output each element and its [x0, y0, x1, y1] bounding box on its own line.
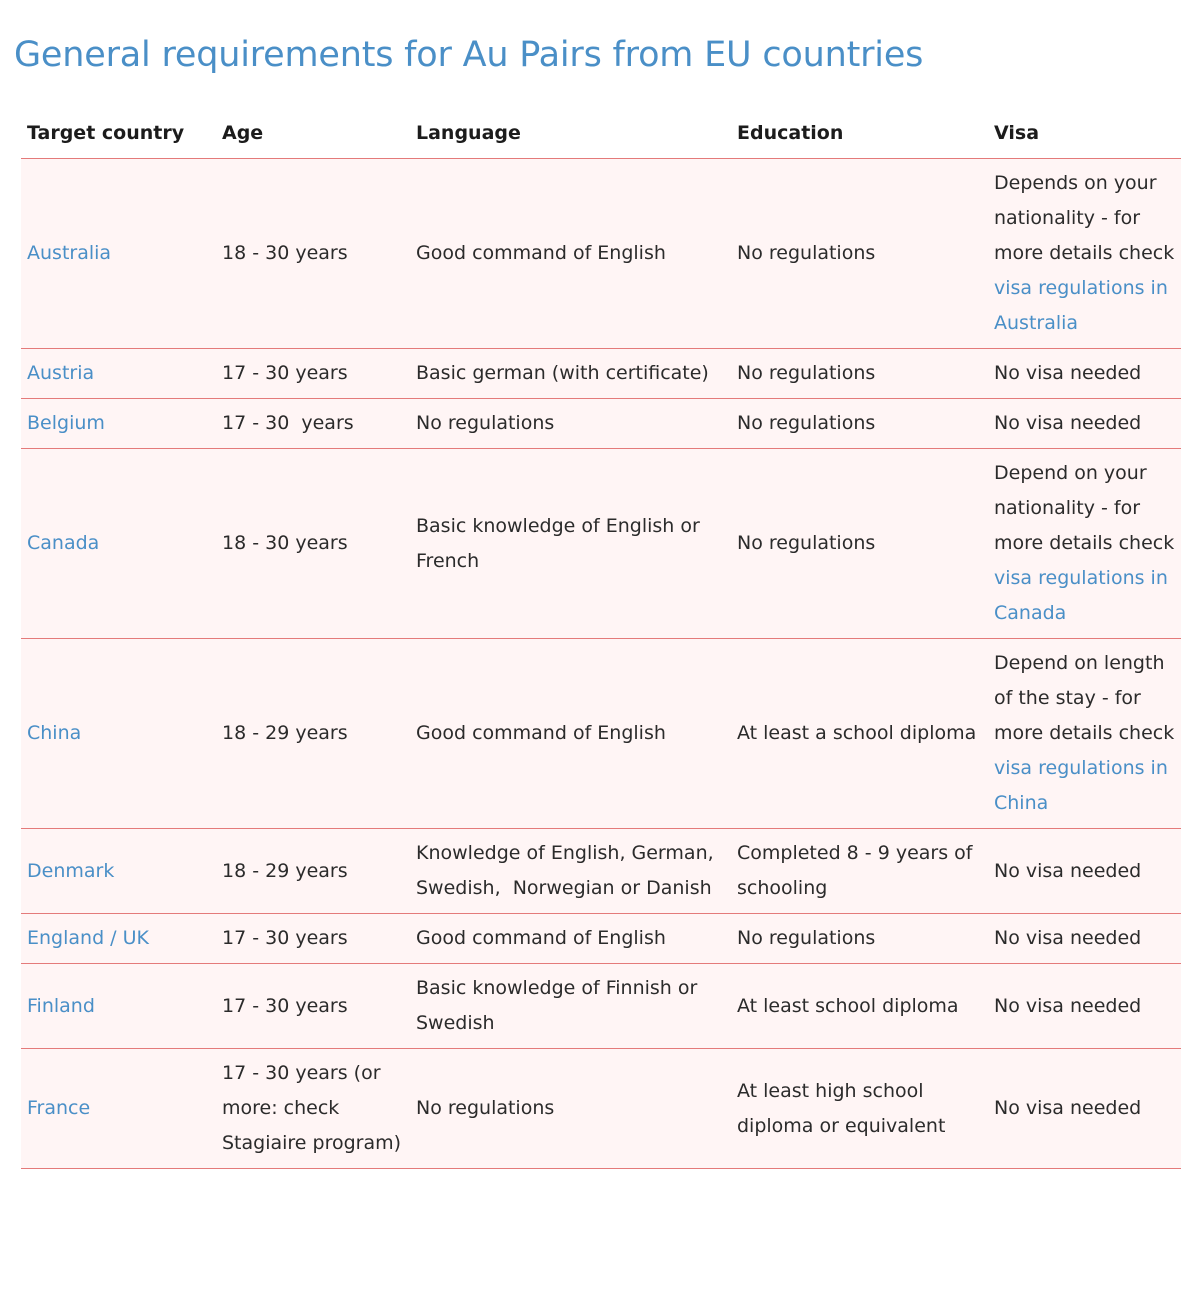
country-cell [21, 1049, 216, 1169]
visa-cell: No visa needed [988, 399, 1181, 449]
header-age: Age [216, 108, 410, 159]
education-cell: No regulations [731, 914, 988, 964]
age-cell: 18 - 29 years [216, 829, 410, 914]
country-cell [21, 449, 216, 639]
language-cell: Good command of English [410, 159, 731, 349]
country-cell [21, 914, 216, 964]
education-cell: At least school diploma [731, 964, 988, 1049]
country-cell [21, 399, 216, 449]
language-cell: No regulations [410, 1049, 731, 1169]
table-row [21, 914, 1181, 964]
header-visa: Visa [988, 108, 1181, 159]
visa-cell [988, 159, 1181, 349]
country-cell [21, 159, 216, 349]
age-cell: 17 - 30 years [216, 914, 410, 964]
visa-text: Depend on your nationality - for more details check [994, 462, 1175, 554]
education-cell: No regulations [731, 399, 988, 449]
education-cell: Completed 8 - 9 years of schooling [731, 829, 988, 914]
country-cell [21, 349, 216, 399]
country-link-france[interactable]: France [27, 1097, 91, 1119]
table-row [21, 159, 1181, 349]
table-row [21, 964, 1181, 1049]
country-cell [21, 829, 216, 914]
visa-cell: No visa needed [988, 829, 1181, 914]
country-link-belgium[interactable]: Belgium [27, 412, 105, 434]
age-cell: 18 - 30 years [216, 449, 410, 639]
age-cell: 17 - 30 years [216, 349, 410, 399]
table-row [21, 449, 1181, 639]
visa-regulations-link-china[interactable]: visa regulations in China [994, 757, 1168, 814]
country-link-england-uk[interactable]: England / UK [27, 927, 149, 949]
visa-cell [988, 449, 1181, 639]
country-link-australia[interactable]: Australia [27, 242, 112, 264]
education-cell: No regulations [731, 449, 988, 639]
language-cell: Good command of English [410, 639, 731, 829]
table-row [21, 829, 1181, 914]
education-cell: At least a school diploma [731, 639, 988, 829]
visa-text: Depend on length of the stay - for more details check [994, 652, 1175, 744]
table-row [21, 639, 1181, 829]
header-language: Language [410, 108, 731, 159]
language-cell: Good command of English [410, 914, 731, 964]
visa-regulations-link-canada[interactable]: visa regulations in Canada [994, 567, 1168, 624]
visa-cell: No visa needed [988, 1049, 1181, 1169]
language-cell: Basic german (with certificate) [410, 349, 731, 399]
age-cell: 17 - 30 years [216, 399, 410, 449]
language-cell: Knowledge of English, German, Swedish, Norwegian or Danish [410, 829, 731, 914]
education-cell: At least high school diploma or equivalent [731, 1049, 988, 1169]
country-link-denmark[interactable]: Denmark [27, 859, 115, 882]
visa-cell: No visa needed [988, 349, 1181, 399]
language-cell: Basic knowledge of Finnish or Swedish [410, 964, 731, 1049]
country-cell [21, 639, 216, 829]
visa-cell: No visa needed [988, 964, 1181, 1049]
language-cell: No regulations [410, 399, 731, 449]
country-link-finland[interactable]: Finland [27, 994, 95, 1017]
table-row [21, 399, 1181, 449]
table-row [21, 349, 1181, 399]
country-link-austria[interactable]: Austria [27, 362, 95, 384]
visa-text: Depends on your nationality - for more details check [994, 172, 1175, 264]
age-cell: 17 - 30 years [216, 964, 410, 1049]
language-cell: Basic knowledge of English or French [410, 449, 731, 639]
table-header-row [21, 108, 1181, 159]
education-cell: No regulations [731, 159, 988, 349]
visa-cell: No visa needed [988, 914, 1181, 964]
table-row [21, 1049, 1181, 1169]
page-title: General requirements for Au Pairs from EU countries [14, 35, 924, 75]
age-cell: 18 - 30 years [216, 159, 410, 349]
education-cell: No regulations [731, 349, 988, 399]
visa-cell [988, 639, 1181, 829]
header-education: Education [731, 108, 988, 159]
au-pair-requirements-table [21, 108, 1181, 1169]
header-target-country: Target country [21, 108, 216, 159]
country-link-china[interactable]: China [27, 722, 82, 744]
country-link-canada[interactable]: Canada [27, 532, 100, 554]
age-cell: 18 - 29 years [216, 639, 410, 829]
visa-regulations-link-australia[interactable]: visa regulations in Australia [994, 277, 1168, 334]
country-cell [21, 964, 216, 1049]
age-cell: 17 - 30 years (or more: check Stagiaire program) [216, 1049, 410, 1169]
